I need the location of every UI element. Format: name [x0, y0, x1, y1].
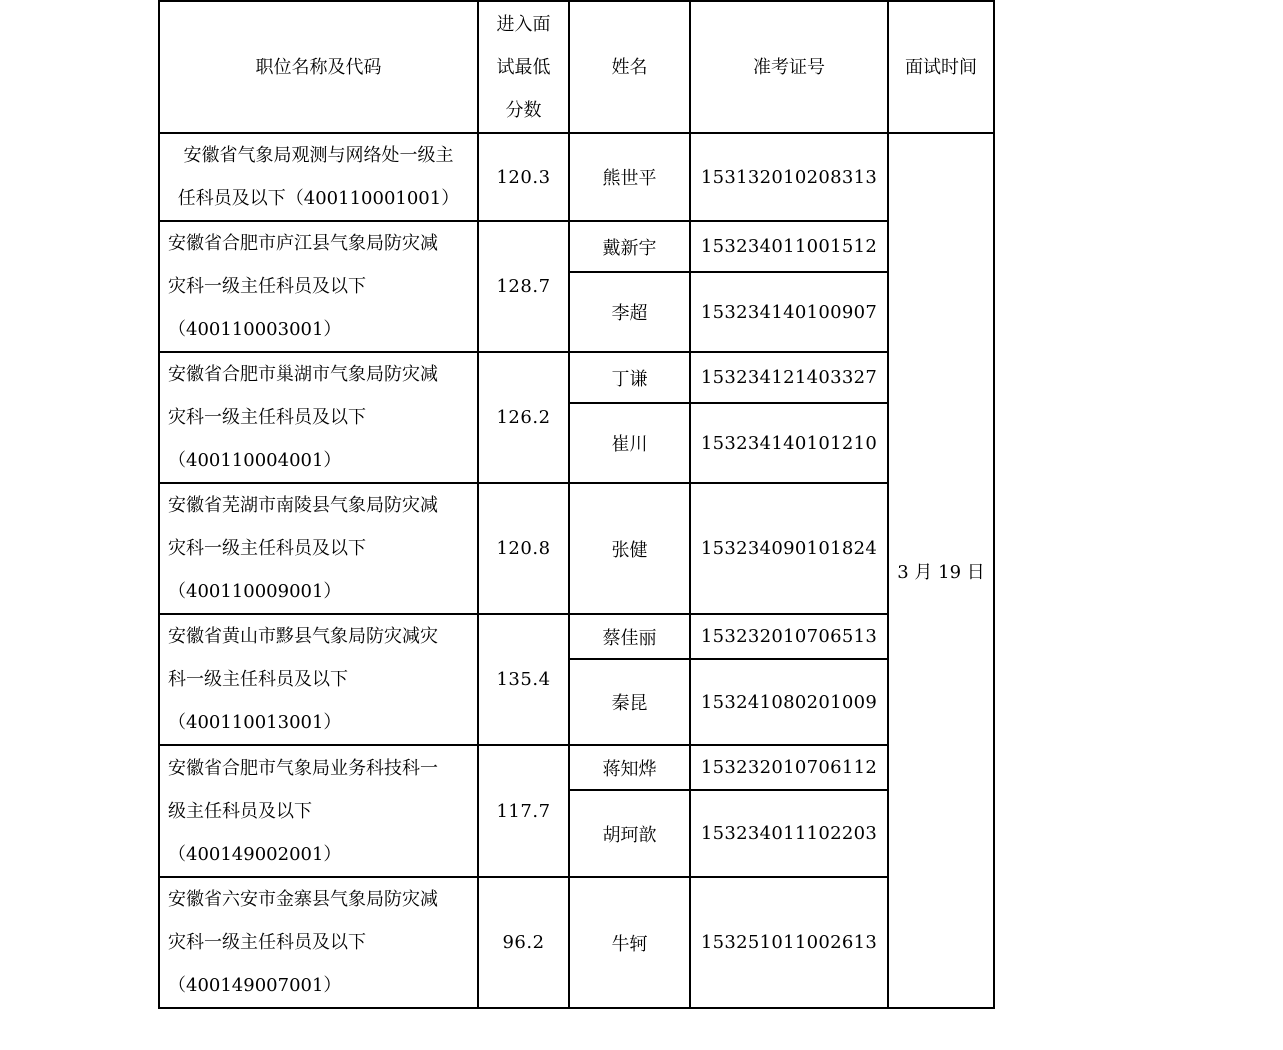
candidate-name: 牛轲 — [569, 877, 690, 1008]
table-row — [159, 745, 994, 790]
candidate-exam-id: 153234011001512 — [690, 221, 888, 272]
position-line: 安徽省黄山市黟县气象局防灾减灾 — [168, 626, 438, 647]
table-header-row — [159, 1, 994, 133]
table-row — [159, 221, 994, 272]
candidate-exam-id: 153234140101210 — [690, 403, 888, 483]
candidate-exam-id: 153234121403327 — [690, 352, 888, 403]
header-exam-id: 准考证号 — [690, 1, 888, 133]
position-line: 安徽省芜湖市南陵县气象局防灾减 — [168, 495, 438, 516]
position-line: 安徽省六安市金寨县气象局防灾减 — [168, 889, 438, 910]
candidate-name: 丁谦 — [569, 352, 690, 403]
position-cell — [159, 221, 478, 352]
min-score-cell: 128.7 — [478, 221, 569, 352]
position-line: 安徽省合肥市庐江县气象局防灾减 — [168, 233, 438, 254]
candidate-name: 李超 — [569, 272, 690, 352]
position-line: （400110003001） — [168, 319, 342, 340]
candidate-exam-id: 153232010706112 — [690, 745, 888, 790]
table-row — [159, 614, 994, 659]
candidate-exam-id: 153232010706513 — [690, 614, 888, 659]
position-cell — [159, 614, 478, 745]
position-line: 安徽省合肥市气象局业务科技科一 — [168, 757, 438, 779]
candidate-exam-id: 153234140100907 — [690, 272, 888, 352]
candidate-exam-id: 153241080201009 — [690, 659, 888, 745]
candidate-exam-id: 153132010208313 — [690, 133, 888, 221]
candidate-name: 张健 — [569, 483, 690, 614]
table-row — [159, 352, 994, 403]
min-score-cell: 120.3 — [478, 133, 569, 221]
position-line: （400110004001） — [168, 450, 342, 471]
table-row — [159, 877, 994, 1008]
position-line: 灾科一级主任科员及以下 — [168, 407, 366, 428]
candidate-name: 秦昆 — [569, 659, 690, 745]
min-score-cell: 117.7 — [478, 745, 569, 877]
position-cell — [159, 483, 478, 614]
header-min-score — [478, 1, 569, 133]
position-line: 安徽省合肥市巢湖市气象局防灾减 — [168, 364, 438, 385]
header-min-score-line3: 分数 — [505, 99, 542, 121]
candidate-name: 戴新宇 — [569, 221, 690, 272]
table-row — [159, 483, 994, 614]
candidate-exam-id: 153234011102203 — [690, 790, 888, 877]
header-min-score-line2: 试最低 — [496, 56, 551, 78]
candidate-name: 蒋知烨 — [569, 745, 690, 790]
candidate-exam-id: 153251011002613 — [690, 877, 888, 1008]
candidate-name: 蔡佳丽 — [569, 614, 690, 659]
position-cell — [159, 352, 478, 483]
header-name: 姓名 — [569, 1, 690, 133]
header-min-score-line1: 进入面 — [496, 13, 551, 35]
header-interview-time: 面试时间 — [888, 1, 994, 133]
position-line: 灾科一级主任科员及以下 — [168, 932, 366, 953]
min-score-cell: 120.8 — [478, 483, 569, 614]
position-cell — [159, 877, 478, 1008]
position-line: （400110013001） — [168, 712, 342, 733]
position-line: （400149002001） — [168, 843, 342, 865]
candidate-name: 胡珂歆 — [569, 790, 690, 877]
candidate-exam-id: 153234090101824 — [690, 483, 888, 614]
interview-list-table — [158, 0, 995, 1009]
position-line: 任科员及以下（400110001001） — [177, 188, 460, 209]
table-row — [159, 133, 994, 221]
min-score-cell: 126.2 — [478, 352, 569, 483]
position-line: 科一级主任科员及以下 — [168, 669, 348, 690]
position-line: 级主任科员及以下 — [168, 800, 312, 822]
interview-time-cell: 3 月 19 日 — [888, 133, 994, 1008]
candidate-name: 熊世平 — [569, 133, 690, 221]
min-score-cell: 135.4 — [478, 614, 569, 745]
header-position: 职位名称及代码 — [159, 1, 478, 133]
position-cell — [159, 133, 478, 221]
position-line: （400110009001） — [168, 581, 342, 602]
min-score-cell: 96.2 — [478, 877, 569, 1008]
position-line: 灾科一级主任科员及以下 — [168, 538, 366, 559]
position-line: 灾科一级主任科员及以下 — [168, 276, 366, 297]
position-line: （400149007001） — [168, 975, 342, 996]
position-line: 安徽省气象局观测与网络处一级主 — [183, 145, 454, 166]
position-cell — [159, 745, 478, 877]
candidate-name: 崔川 — [569, 403, 690, 483]
